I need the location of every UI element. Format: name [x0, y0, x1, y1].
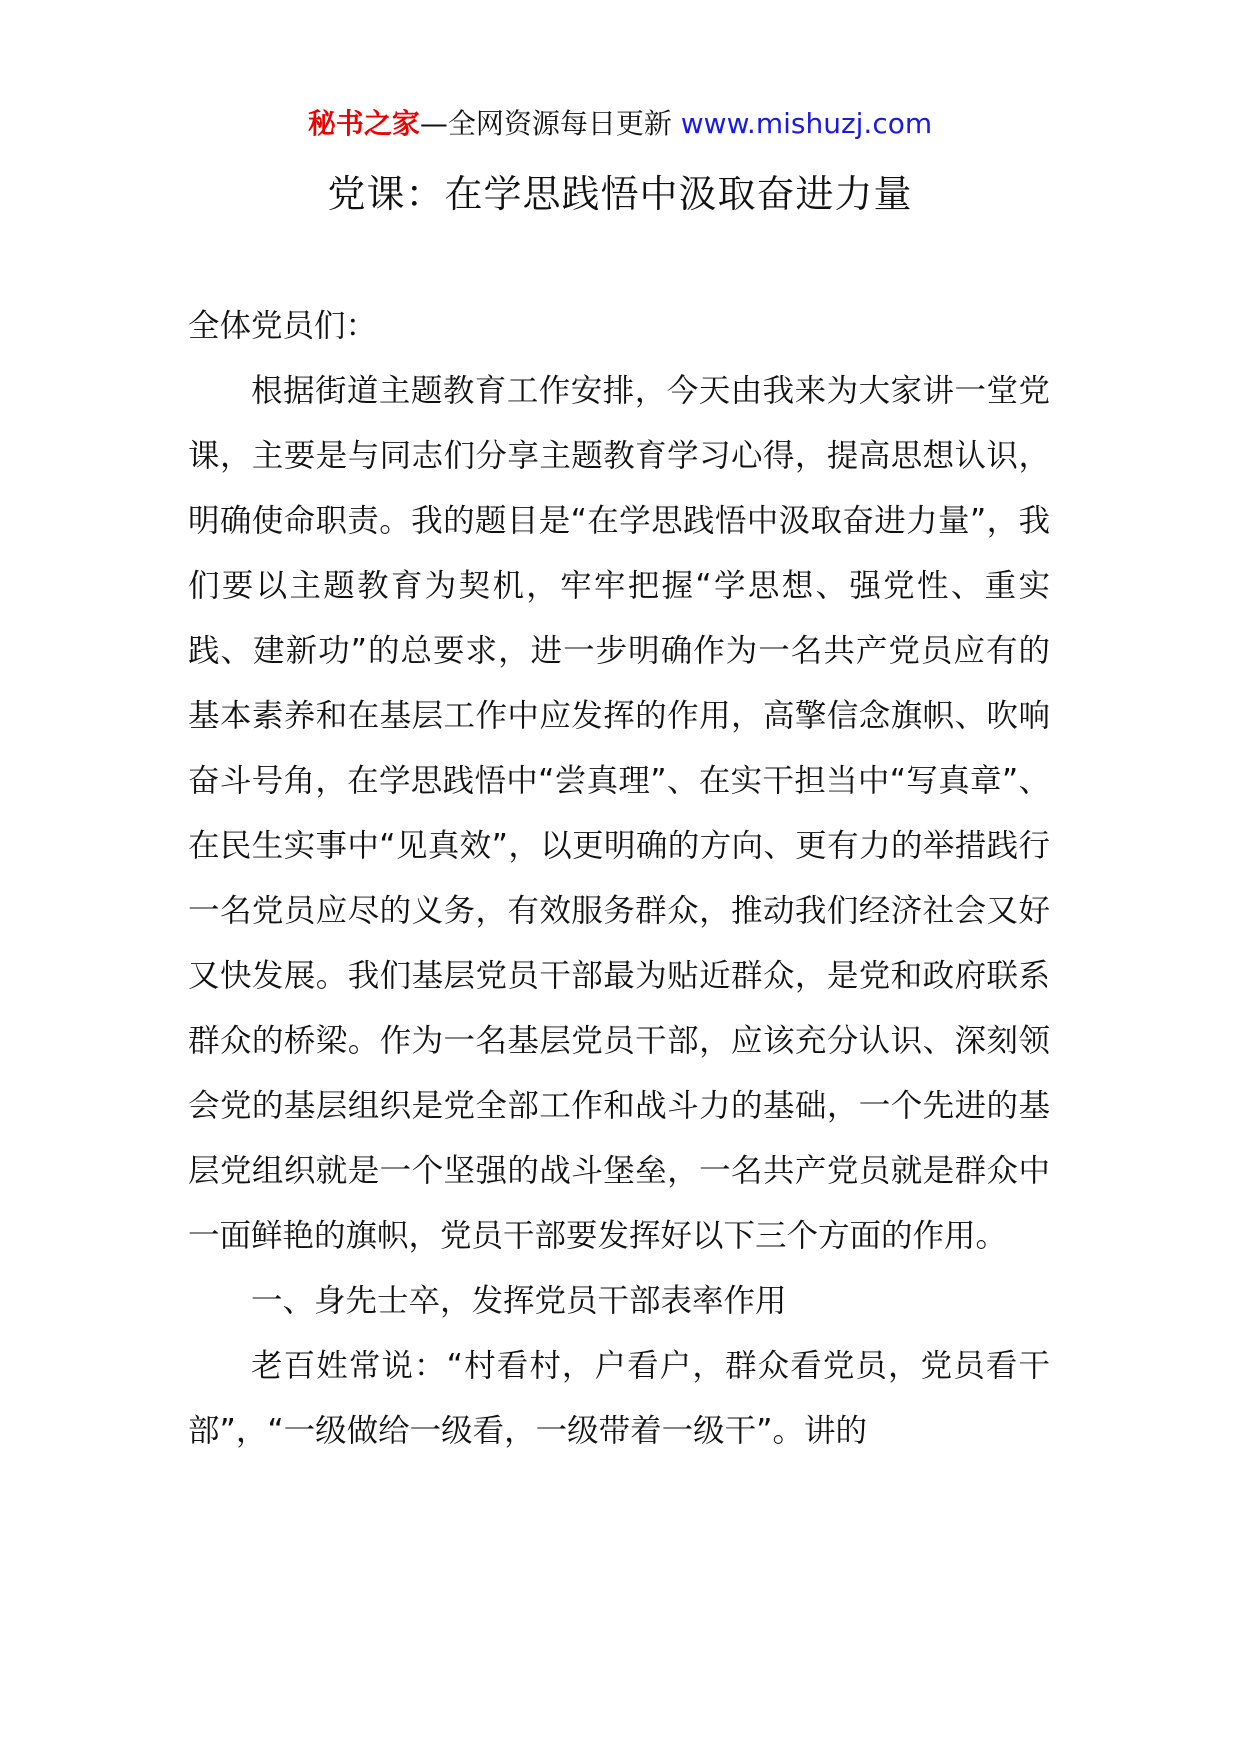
document-body [188, 294, 1050, 1464]
section-heading: 一、身先士卒，发挥党员干部表率作用 [251, 1283, 787, 1319]
brand-name: 秘书之家 [307, 107, 420, 140]
paragraph: 根据街道主题教育工作安排，今天由我来为大家讲一堂党课，主要是与同志们分享主题教育学习心得，提高思想认识，明确使命职责。我的题目是“在学思践悟中汲取奋进力量”，我们要以主题教育为契机，牢牢把握“学思想、强党性、重实践、建新功”的总要求，进一步明确作为一名共产党员应有的基本素养和在基层工作中应发挥的作用，高擎信念旗帜、吹响奋斗号角，在学思践悟中“尝真理”、在实干担当中“写真章”、在民生实事中“见真效”，以更明确的方向、更有力的举措践行一名党员应尽的义务，有效服务群众，推动我们经济社会又好又快发展。我们基层党员干部最为贴近群众，是党和政府联系群众的桥梁。作为一名基层党员干部，应该充分认识、深刻领会党的基层组织是党全部工作和战斗力的基础，一个先进的基层党组织就是一个坚强的战斗堡垒，一名共产党员就是群众中一面鲜艳的旗帜，党员干部要发挥好以下三个方面的作用。 [188, 373, 1050, 1254]
salutation: 全体党员们： [188, 308, 378, 344]
document-title: 党课：在学思践悟中汲取奋进力量 [327, 172, 913, 216]
site-header [0, 104, 1240, 144]
paragraph: 老百姓常说：“村看村，户看户，群众看党员，党员看干部”，“一级做给一级看，一级带着一级干”。讲的 [188, 1348, 1050, 1449]
header-tagline: —全网资源每日更新 [419, 107, 681, 140]
site-url-link[interactable]: www.mishuzj.com [680, 107, 933, 140]
